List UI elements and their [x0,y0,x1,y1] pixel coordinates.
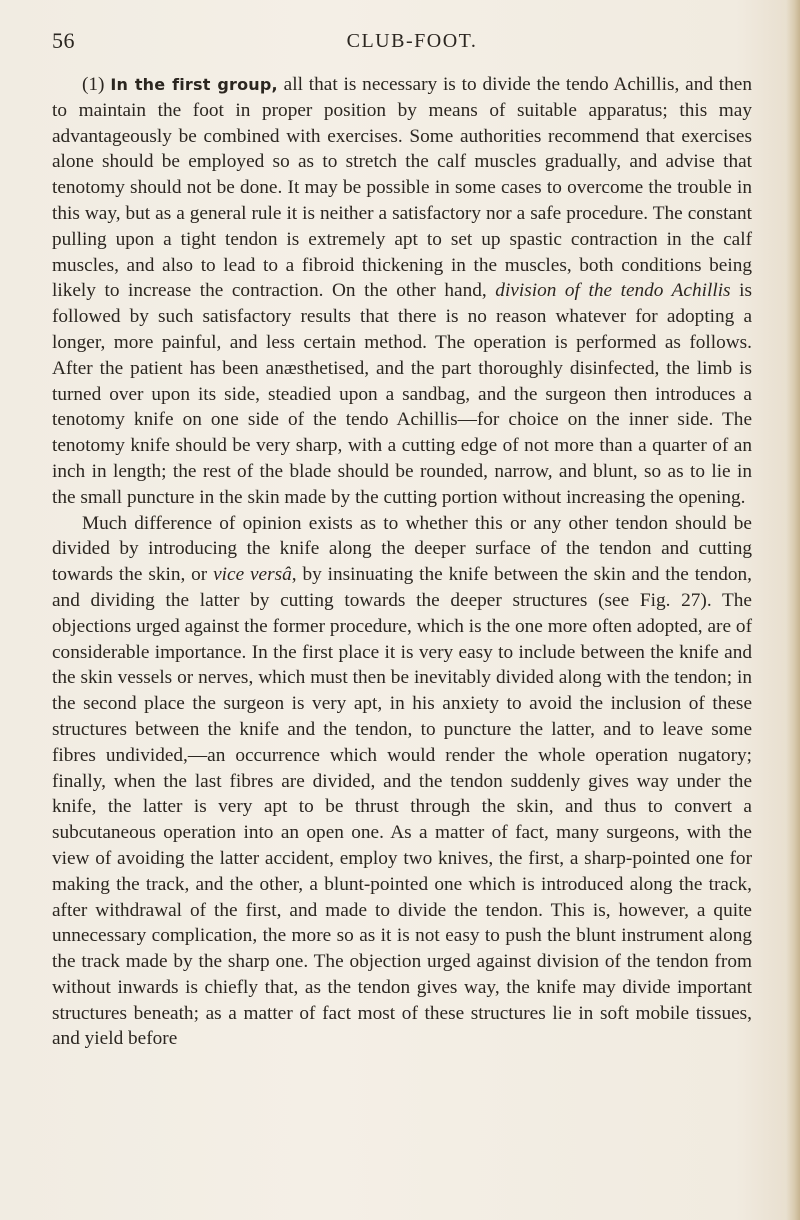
page-header [52,28,752,58]
paragraph-first-group [52,72,752,511]
paragraph-text: all that is necessary is to divide the tendo Achillis, and then to maintain the foot in proper position by means of suitable apparatus; this may advantageously be combined with exercises. Some authorities recommend that exercises alone should be employed so as to stretch the calf muscles gradually, and advise that tenotomy should not be done. It may be possible in some cases to overcome the trouble in this way, but as a general rule it is neither a satisfactory nor a safe procedure. The constant pulling upon a tight tendon is extremely apt to set up spastic contraction in the calf muscles, and also to lead to a fibroid thickening in the muscles, both conditions being likely to increase the contraction. On the other hand, [52,74,752,302]
paragraph-text: , by insinuating the knife between the skin and the tendon, and dividing the latter by cutting towards the deeper structures (see Fig. 27). The objections urged against the former procedure, which is the one more often adopted, are of considerable importance. In the first place it is very easy to include between the knife and the skin vessels or nerves, which must then be inevitably divided along with the tendon; in the second place the surgeon is very apt, in his anxiety to avoid the inclusion of these structures between the knife and the tendon, to puncture the latter, and to leave some fibres undivided,—an occurrence which would render the whole operation nugatory; finally, when the last fibres are divided, and the tendon suddenly gives way under the knife, the latter is very apt to be thrust through the skin, and thus to convert a subcutaneous operation into an open one. As a matter of fact, many surgeons, with the view of avoiding the latter accident, employ two knives, the first, a sharp-pointed one for making the track, and the other, a blunt-pointed one which is introduced along the track, after withdrawal of the first, and made to divide the tendon. This is, however, a quite unnecessary complication, the more so as it is not easy to push the blunt instrument along the track made by the sharp one. The objection urged against division of the tendon from without inwards is chiefly that, as the tendon gives way, the knife may divide important structures beneath; as a matter of fact most of these structures lie in soft mobile tissues, and yield before [52,564,752,1050]
italic-phrase: vice versâ [213,564,292,586]
section-heading: In the first group, [110,75,278,94]
paragraph-text: Much difference of opinion exists as to whether this or any other tendon should be divided by introducing the knife along the deeper surface of the tendon and cutting towards the skin, or [52,512,752,586]
page-edge-shadow [786,0,800,1220]
body-text [52,72,752,1052]
paragraph-tendon-division [52,511,752,1053]
running-head: CLUB-FOOT. [346,30,478,52]
paragraph-marker: (1) [82,74,105,95]
page-number: 56 [52,28,75,53]
italic-phrase: division of the tendo Achillis [495,280,731,302]
paragraph-text: is followed by such satisfactory results that there is no reason whatever for adopting a longer, more painful, and less certain method. The operation is performed as follows. After the patient has been anæsthetised, and the part thoroughly disinfected, the limb is turned over upon its side, steadied upon a sandbag, and the surgeon then introduces a tenotomy knife on one side of the tendo Achillis—for choice on the inner side. The tenotomy knife should be very sharp, with a cutting edge of not more than a quarter of an inch in length; the rest of the blade should be rounded, narrow, and blunt, so as to lie in the small puncture in the skin made by the cutting portion without increasing the opening. [52,280,753,508]
